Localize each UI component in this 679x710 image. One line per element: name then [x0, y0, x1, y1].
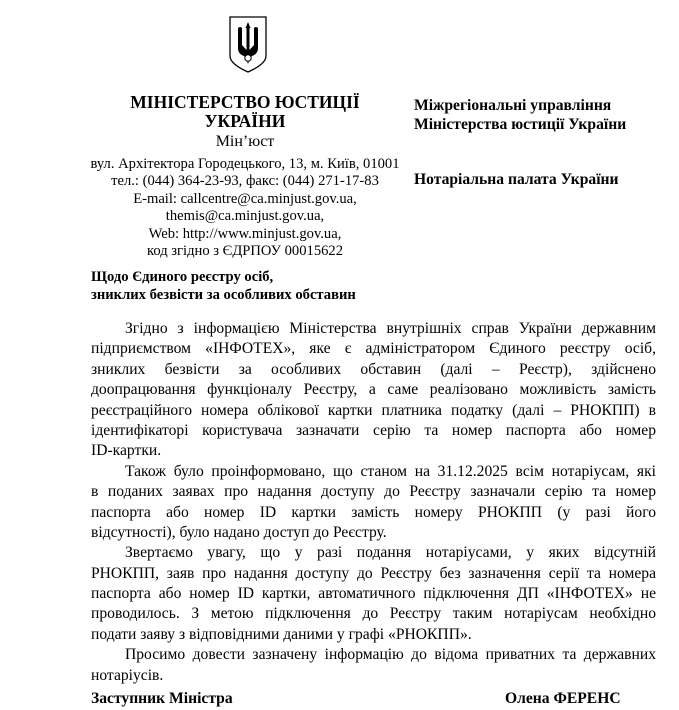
body-line: паспорта або номер ID картки, автоматичного підключення ДП «ІНФОТЕХ» не — [91, 585, 656, 603]
body-line: Звертаємо увагу, що у разі подання нотаріусами, у яких відсутній — [125, 544, 656, 562]
body-line: підприємством «ІНФОТЕХ», яке є адміністратором Єдиного реєстру осіб, — [91, 340, 656, 358]
ministry-header — [85, 93, 405, 260]
body-line: Згідно з інформацією Міністерства внутрішніх справ України державним — [125, 320, 656, 337]
signatory-position: Заступник Міністра — [91, 690, 233, 707]
body-line: реєстраційного номера облікової картки платника податку (далі – РНОКПП) в — [91, 401, 656, 419]
body-line: зниклих безвісти за особливих обставин (далі – Реєстр), здійснено — [91, 360, 656, 378]
body-line: паспорта або номер ID картки замість номеру РНОКПП (у разі його — [91, 503, 656, 521]
recipient-1-line-1: Міжрегіональні управління — [414, 97, 612, 114]
ministry-name-country: УКРАЇНИ — [204, 111, 286, 131]
paragraph-1 — [91, 319, 656, 462]
body-line: Просимо довести зазначену інформацію до відома приватних та державних — [125, 646, 656, 664]
recipients — [414, 96, 626, 189]
body-line: подати заяву з відповідними даними у графі «РНОКПП». — [91, 625, 472, 643]
body-line: в поданих заявах про надання доступу до Реєстру зазначали серію та номер — [91, 483, 656, 501]
ministry-short-name: Мін’юст — [215, 133, 275, 150]
ministry-email-2: themis@ca.minjust.gov.ua, — [165, 208, 325, 225]
ministry-email: E-mail: callcentre@ca.minjust.gov.ua, — [133, 190, 357, 207]
ministry-edrpou: код згідно з ЄДРПОУ 00015622 — [146, 243, 344, 260]
subject — [91, 268, 356, 304]
body-line: нотаріусів. — [91, 666, 164, 684]
recipient-2: Нотаріальна палата України — [414, 171, 619, 188]
coat-of-arms-icon — [228, 14, 268, 74]
body-line: проводилось. З метою підключення до Реєстру таким нотаріусам необхідно — [91, 605, 656, 623]
paragraph-4 — [91, 645, 656, 686]
paragraph-3 — [91, 543, 656, 645]
paragraph-2 — [91, 462, 656, 544]
body-line: відсутності), було надано доступ до Реєстру. — [91, 523, 387, 541]
ministry-address: вул. Архітектора Городецького, 13, м. Київ, 01001 — [90, 156, 400, 172]
body-line: Також було проінформовано, що станом на 31.12.2025 всім нотаріусам, які — [125, 462, 656, 480]
ministry-web: Web: http://www.minjust.gov.ua, — [148, 225, 342, 242]
body-line: РНОКПП, заяв про надання доступу до Реєстру без зазначення серії та номера — [91, 564, 656, 582]
subject-line-2: зниклих безвісти за особливих обставин — [91, 287, 356, 303]
body-line: ID-картки. — [91, 442, 162, 460]
body-line: доопрацювання функціоналу Реєстру, а саме реалізовано можливість замість — [91, 381, 656, 399]
letter-body — [91, 319, 656, 686]
recipient-1-line-2: Міністерства юстиції України — [414, 116, 627, 133]
subject-line-1: Щодо Єдиного реєстру осіб, — [91, 269, 274, 285]
body-line: ідентифікаторі користувача зазначати серію та номер паспорта або номер — [91, 421, 656, 439]
ministry-phone: тел.: (044) 364-23-93, факс: (044) 271-17-83 — [111, 173, 379, 190]
ministry-name: МІНІСТЕРСТВО ЮСТИЦІЇ — [130, 92, 360, 112]
signatory-name: Олена ФЕРЕНС — [505, 690, 621, 707]
